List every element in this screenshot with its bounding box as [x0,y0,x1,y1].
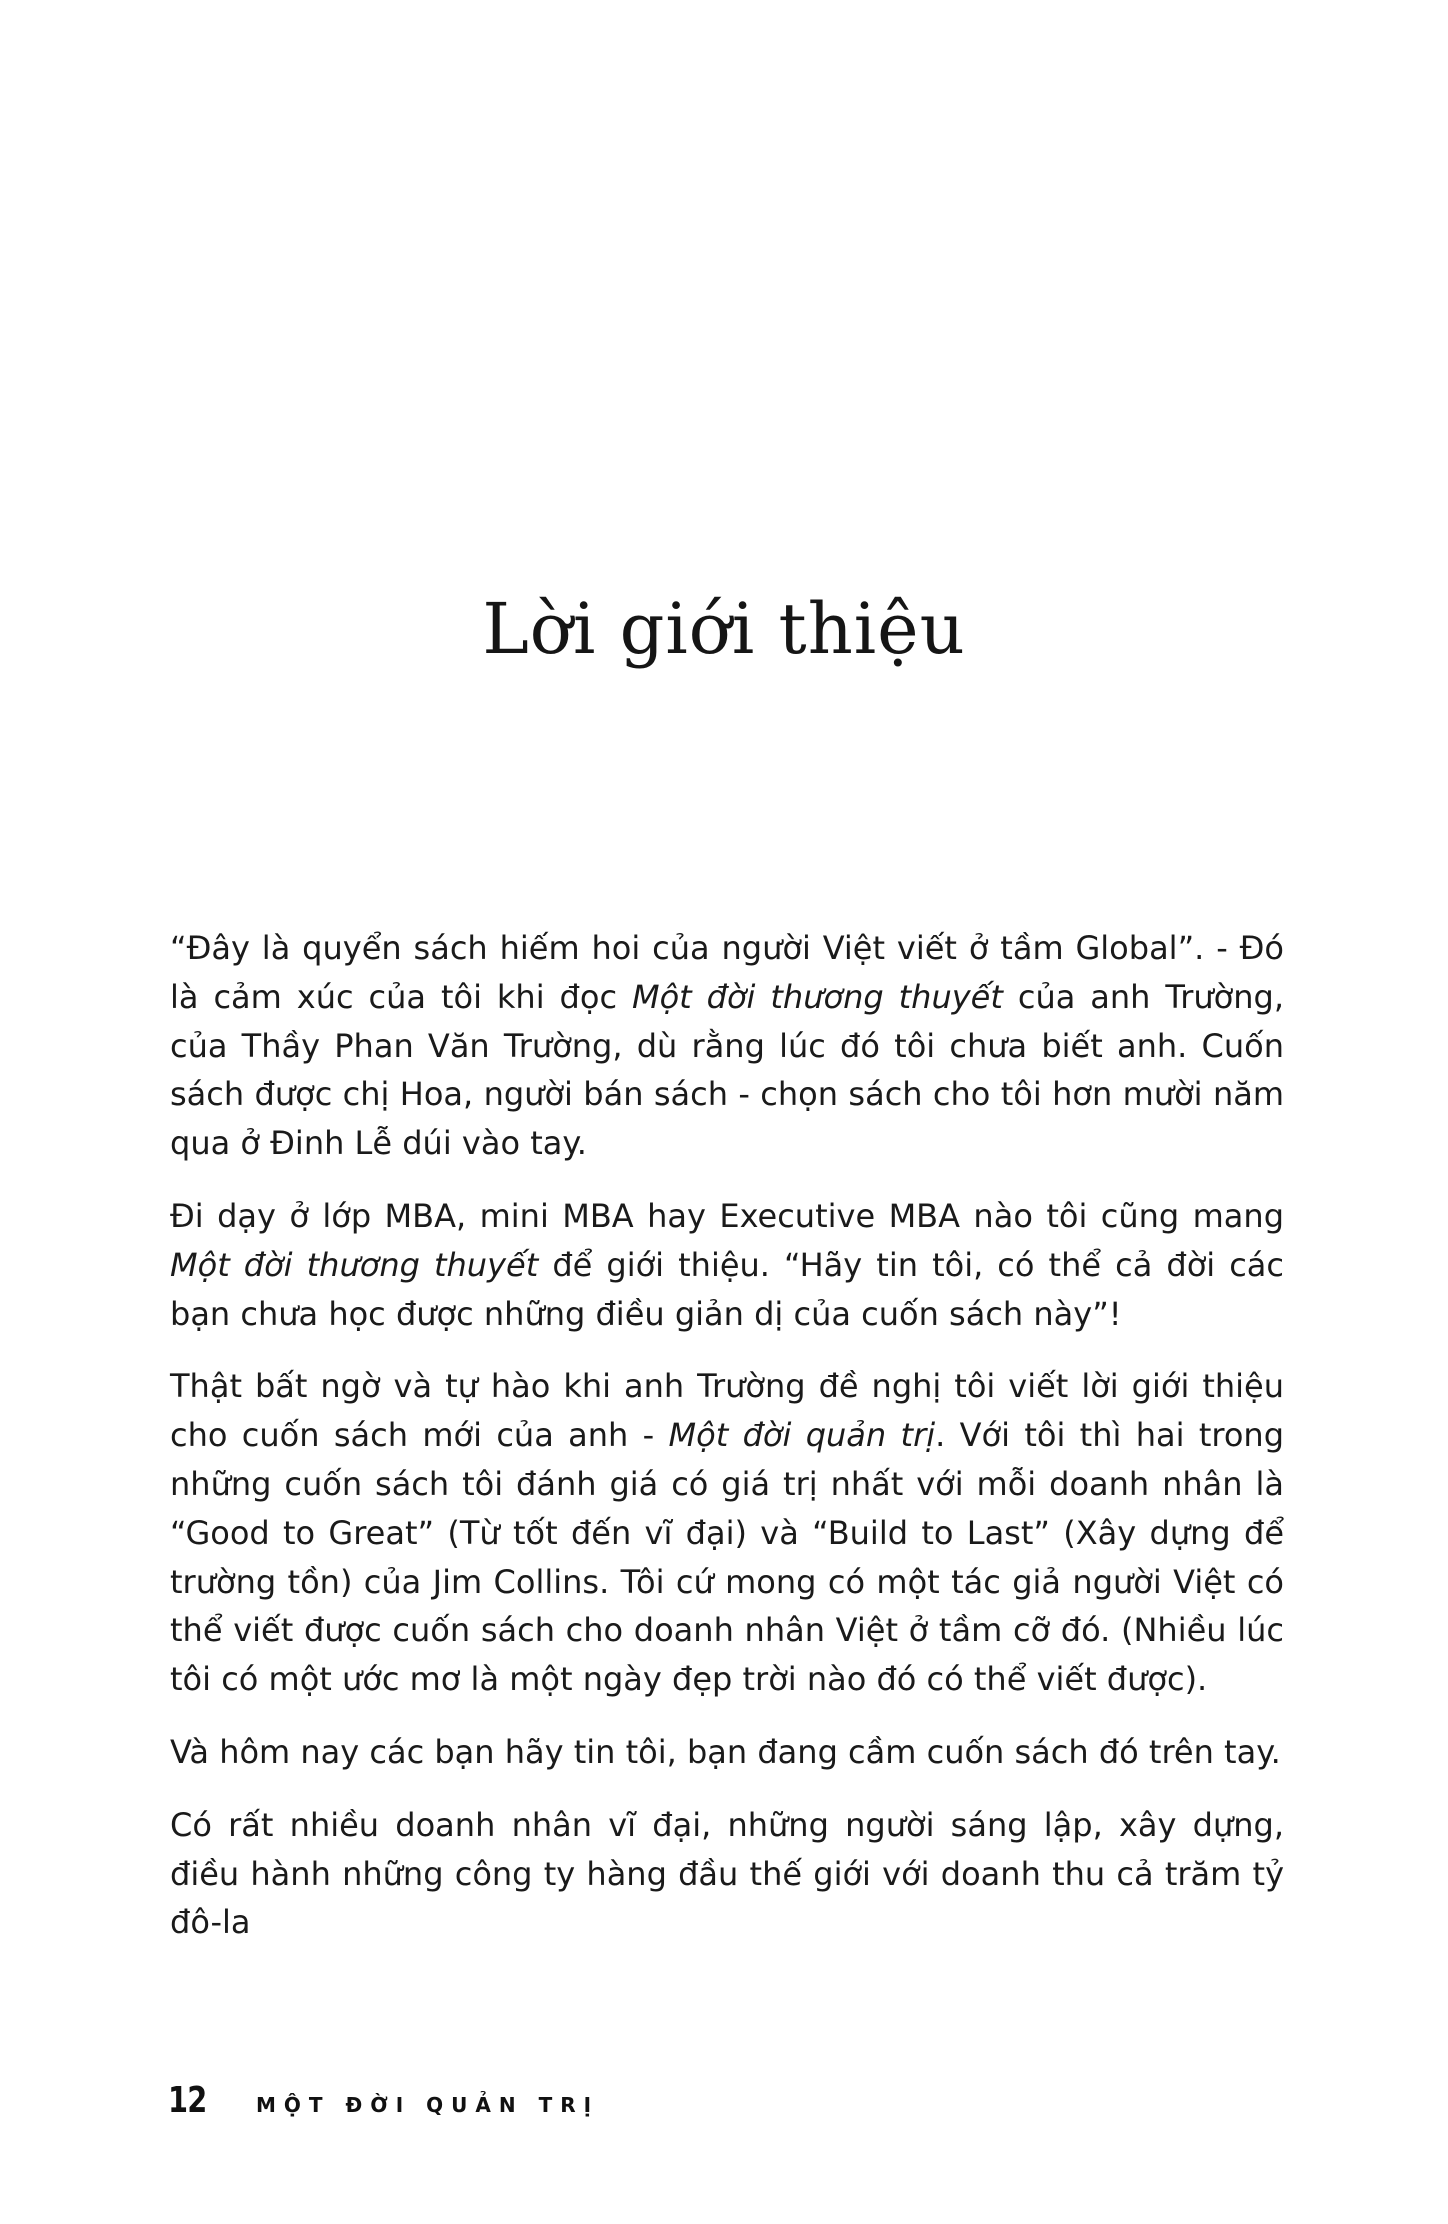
paragraph-1-text: của anh Trường, của Thầy Phan Văn Trường, dù rằng lúc đó tôi chưa biết anh. Cuốn sách được chị Hoa, người bán sách - chọn sách cho tôi hơn mười năm qua ở Đinh Lễ dúi vào tay. [170,977,1285,1163]
paragraph-2-text: để giới thiệu. “Hãy tin tôi, có thể cả đời các bạn chưa học được những điều giản dị của cuốn sách này”! [170,1245,1285,1333]
paragraph-4 [170,1728,1284,1777]
paragraph-3-text: . Với tôi thì hai trong những cuốn sách tôi đánh giá có giá trị nhất với mỗi doanh nhân là “Good to Great” (Từ tốt đến vĩ đại) và “Build to Last” (Xây dựng để trường tồn) của Jim Collins. Tôi cứ mong có một tác giả người Việt có thể viết được cuốn sách cho doanh nhân Việt ở tầm cỡ đó. (Nhiều lúc tôi có một ước mơ là một ngày đẹp trời nào đó có thể viết được). [170,1416,1285,1699]
paragraph-4-text: Và hôm nay các bạn hãy tin tôi, bạn đang cầm cuốn sách đó trên tay. [170,1732,1281,1771]
paragraph-2 [170,1192,1284,1338]
paragraph-1-text: “Đây là quyển sách hiếm hoi của người Việt viết ở tầm Global”. - Đó là cảm xúc của tôi khi đọc [170,929,1284,1016]
paragraph-3-text: Thật bất ngờ và tự hào khi anh Trường đề nghị tôi viết lời giới thiệu cho cuốn sách mới của anh - [170,1367,1284,1455]
page-number: 12 [168,2080,207,2121]
paragraph-5 [170,1801,1284,1947]
page-footer [168,2080,599,2120]
paragraph-1 [170,924,1284,1168]
running-title: MỘT ĐỜI QUẢN TRỊ [256,2093,600,2117]
book-title-italic: Một đời quản trị [668,1416,936,1455]
paragraph-5-text: Có rất nhiều doanh nhân vĩ đại, những người sáng lập, xây dựng, điều hành những công ty hàng đầu thế giới với doanh thu cả trăm tỷ đô-la [170,1805,1284,1942]
book-title-italic: Một đời thương thuyết [631,977,1003,1016]
paragraph-3 [170,1362,1284,1704]
paragraph-2-text: Đi dạy ở lớp MBA, mini MBA hay Executive MBA nào tôi cũng mang [170,1196,1284,1235]
chapter-title: Lời giới thiệu [482,588,966,670]
body-text [170,924,1284,1971]
book-title-italic: Một đời thương thuyết [170,1245,539,1284]
